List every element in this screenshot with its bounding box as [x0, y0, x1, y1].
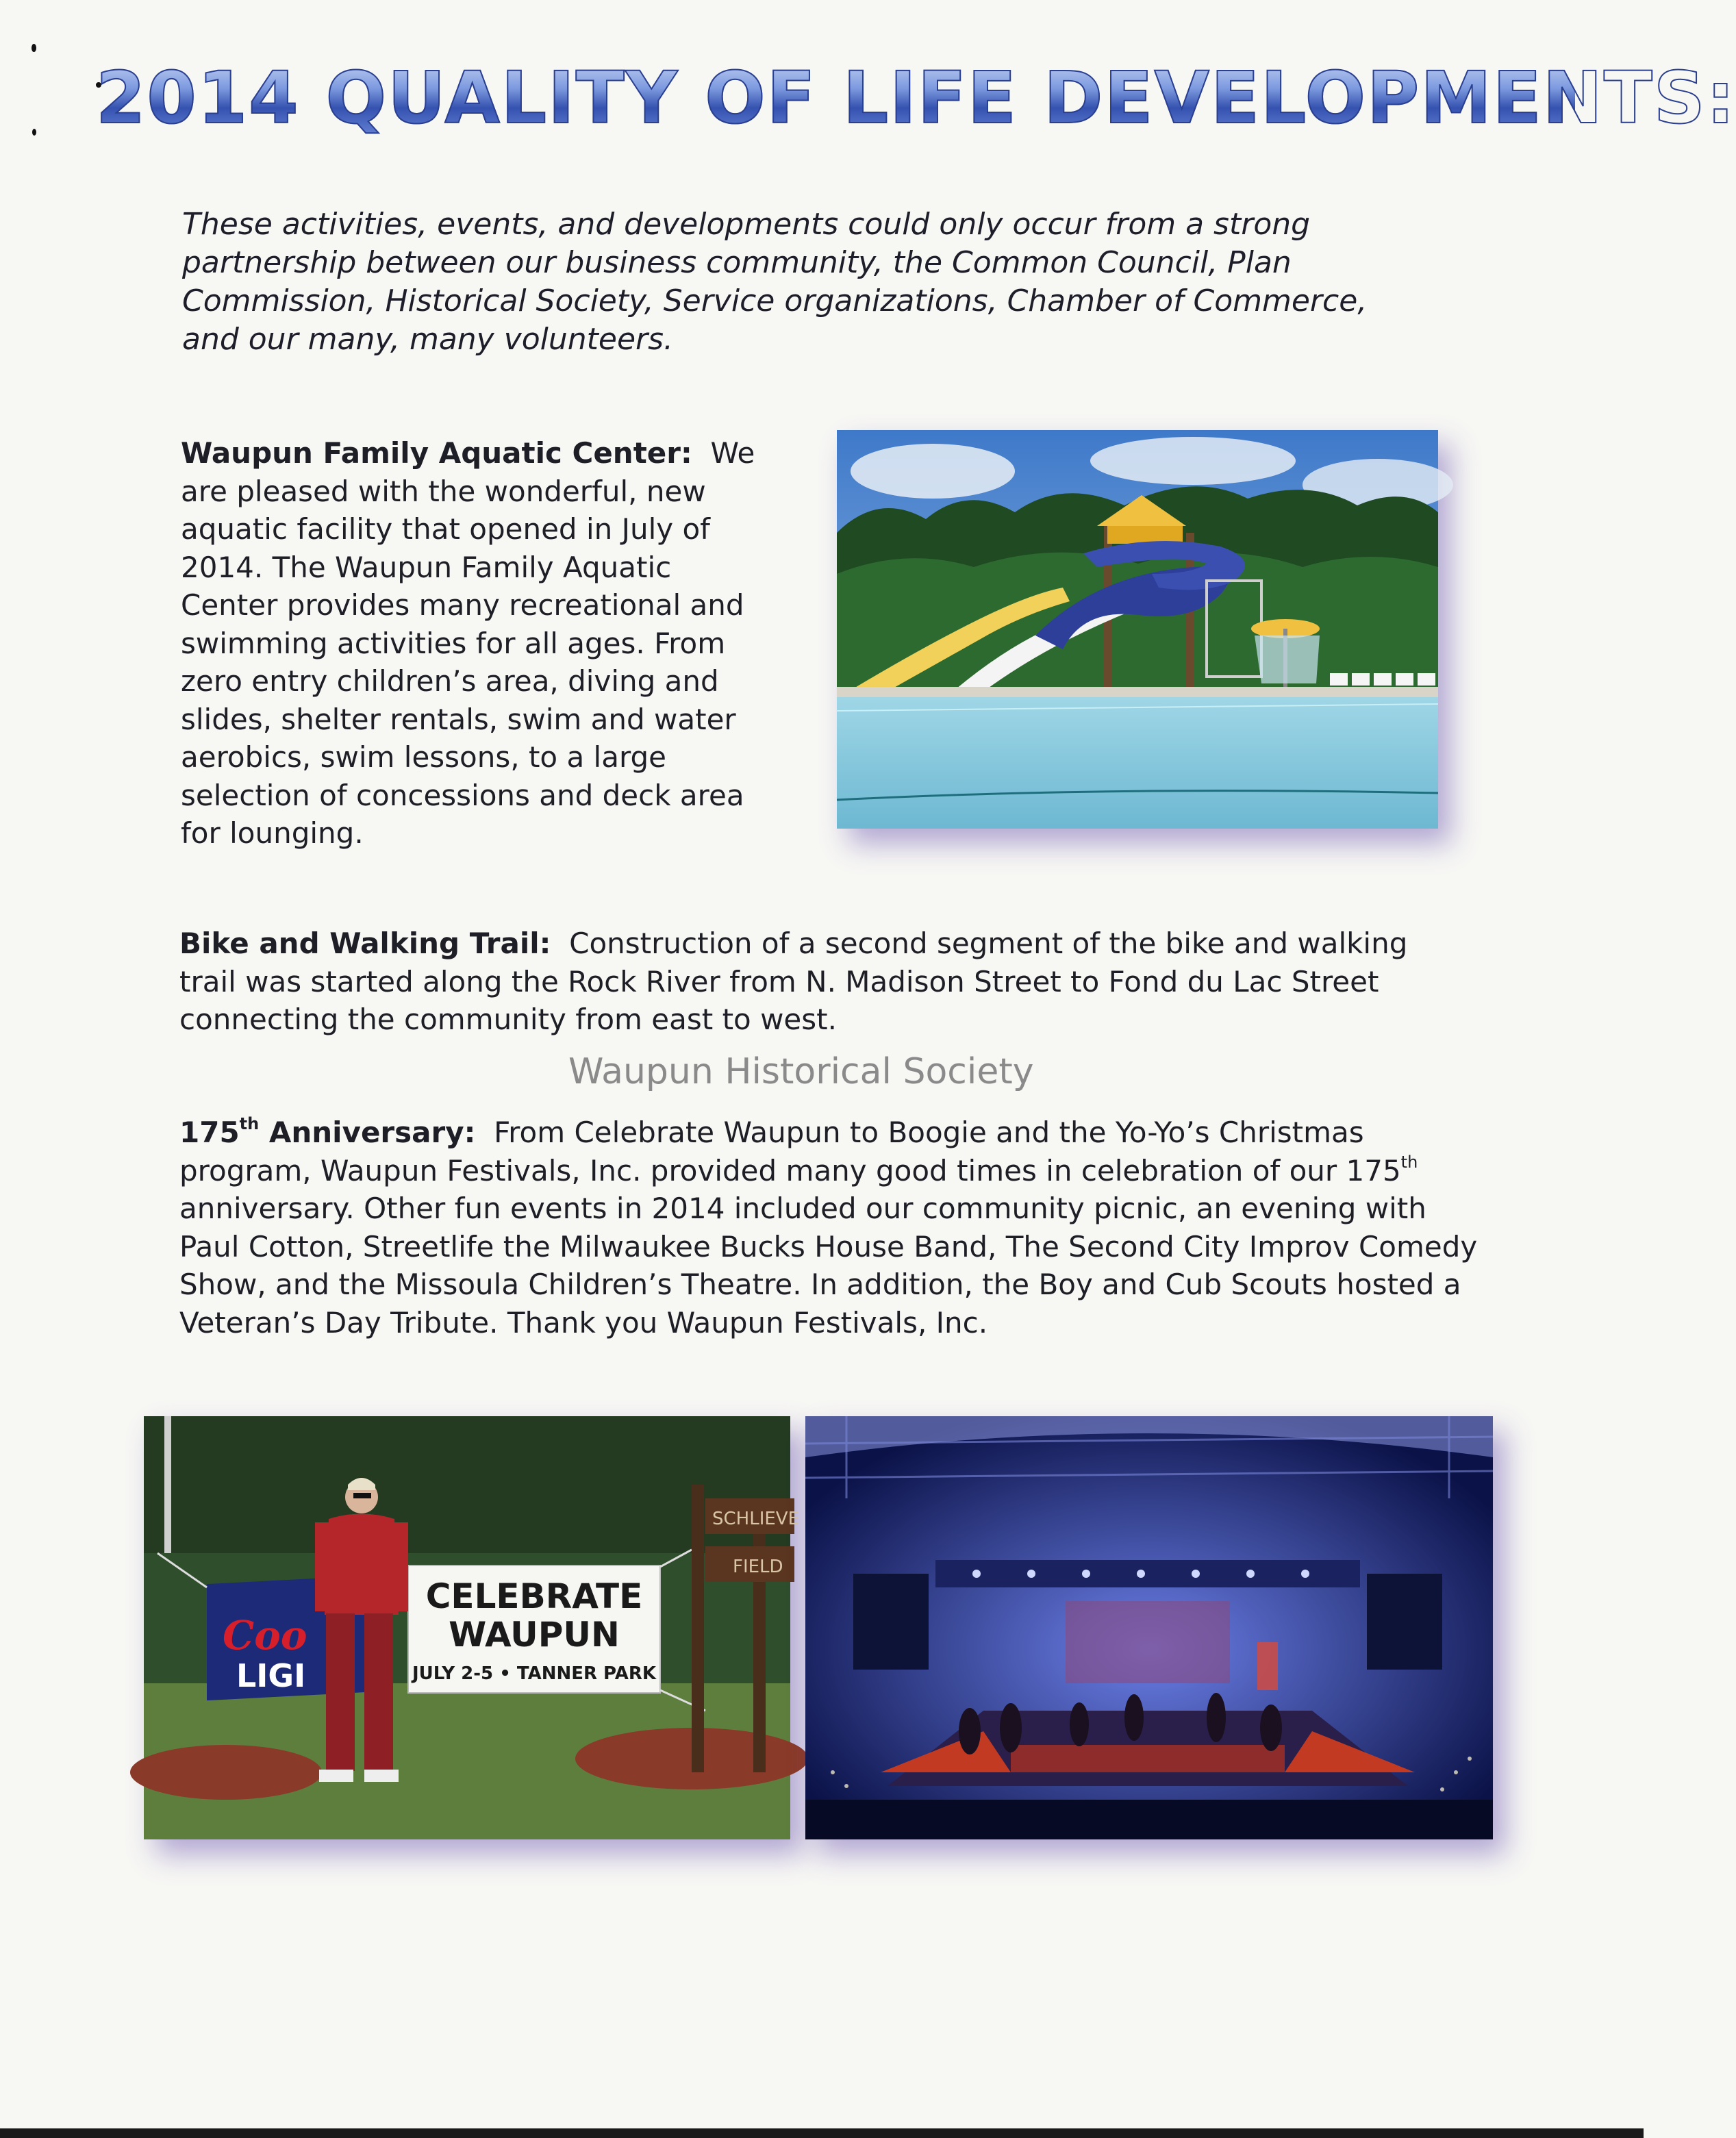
scan-speck	[32, 44, 36, 52]
banner-line3: JULY 2-5 • TANNER PARK	[412, 1663, 657, 1684]
page-title: 2014 QUALITY OF LIFE DEVELOPMENTS:	[96, 56, 1736, 140]
banner-line2: WAUPUN	[449, 1615, 620, 1655]
anniversary-heading-number: 175	[179, 1116, 240, 1149]
aquatic-center-photo	[837, 430, 1438, 829]
watermark: Waupun Historical Society	[568, 1051, 1034, 1092]
aquatic-center-body: We are pleased with the wonderful, new aquatic facility that opened in July of 2014. The Waupun Family Aquatic Center provides many recreational and swimming activities for all ages. From zero entry children’s area, diving and slides, shelter rentals, swim and water aerobics, swim lessons, to a large selection of concessions and deck area for lounging.	[181, 436, 755, 850]
aquatic-center-image	[837, 430, 1438, 829]
concert-stage-photo	[805, 1416, 1493, 1839]
aquatic-center-heading: Waupun Family Aquatic Center:	[181, 436, 692, 470]
celebrate-waupun-photo	[144, 1416, 800, 1839]
sign-line1: SCHLIEVE	[712, 1509, 800, 1529]
intro-paragraph: These activities, events, and developments could only occur from a strong partnership between our business community, the Common Council, Plan Commission, Historical Society, Service organizations, Chamber of Commerce, and our many, many volunteers.	[182, 207, 1368, 357]
bike-trail-section	[179, 925, 1467, 1039]
anniversary-body-part1: From Celebrate Waupun to Boogie and the Yo-Yo’s Christmas program, Waupun Festivals, Inc. provided many good times in celebration of our 175	[179, 1116, 1401, 1187]
bike-trail-body: Construction of a second segment of the bike and walking trail was started along the Rock River from N. Madison Street to Fond du Lac Street connecting the community from east to west.	[179, 927, 1408, 1036]
beer-banner-line2: LIGI	[236, 1657, 306, 1694]
anniversary-heading	[179, 1116, 475, 1149]
beer-banner-line1: Coo	[223, 1612, 307, 1659]
celebrate-banner	[408, 1565, 660, 1693]
scan-bottom-edge	[0, 2128, 1644, 2138]
celebrate-waupun-image	[144, 1416, 800, 1839]
anniversary-body-part2: anniversary. Other fun events in 2014 included our community picnic, an evening with Paul Cotton, Streetlife the Milwaukee Bucks House Band, The Second City Improv Comedy Show, and the Missoula Children’s Theatre. In addition, the Boy and Cub Scouts hosted a Veteran’s Day Tribute. Thank you Waupun Festivals, Inc.	[179, 1192, 1478, 1340]
anniversary-heading-suffix: th	[239, 1114, 260, 1133]
banner-line1: CELEBRATE	[425, 1576, 643, 1616]
sign-line2: FIELD	[733, 1557, 783, 1577]
aquatic-center-section	[181, 434, 770, 853]
bike-trail-heading: Bike and Walking Trail:	[179, 927, 551, 960]
scan-speck	[32, 129, 36, 136]
anniversary-heading-word: Anniversary:	[268, 1116, 476, 1149]
anniversary-body-suffix: th	[1400, 1152, 1418, 1172]
concert-stage-image	[805, 1416, 1493, 1839]
anniversary-section	[179, 1114, 1481, 1342]
